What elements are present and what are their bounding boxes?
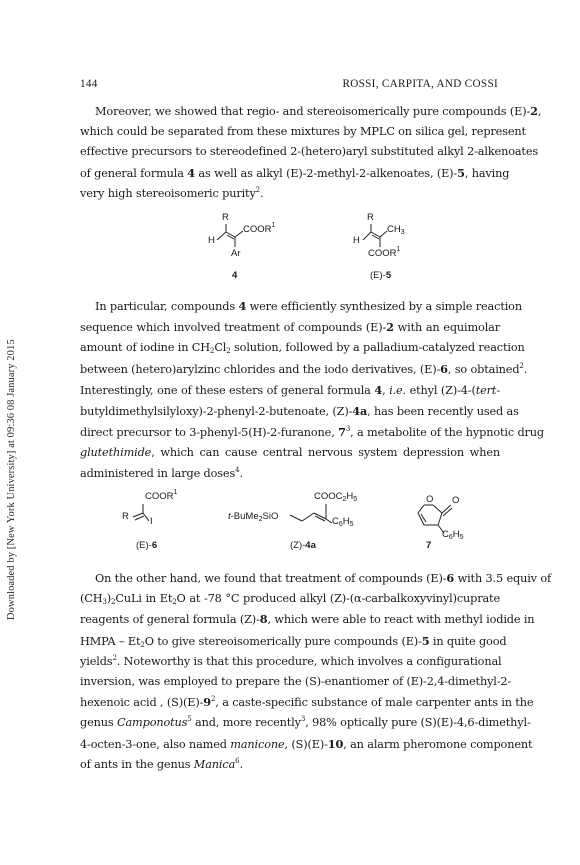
download-notice-text: Downloaded by [New York University] at 09:36 08 January 2015 <box>6 339 17 620</box>
s6-coor: COOR$^1$ <box>145 489 178 502</box>
p3-line: $(CH_3)_2CuLi$ in $Et_2O$ at -78 °C produced alkyl (Z)-(α-carbalkoxyvinyl)cuprate <box>80 592 500 607</box>
p2-line: butyldimethylsilyloxy)-2-phenyl-2-butenoate, (Z)-4a, has been recently used as <box>80 404 519 419</box>
s5-h: H <box>353 235 360 246</box>
p2-line: direct precursor to 3-phenyl-5(H)-2-furanone, $7^3$, a metabolite of the hypnotic drug <box>80 425 544 440</box>
s4-r: R <box>222 212 229 223</box>
s5-caption: (E)-5 <box>370 270 392 281</box>
paragraph-1 <box>80 101 542 204</box>
p2-line: between (hetero)arylzinc chlorides and the iodo derivatives, (E)-6, so obtained$^2$. <box>80 361 528 376</box>
page-number: 144 <box>80 78 98 90</box>
s6-i: I <box>150 516 153 527</box>
s4-caption: 4 <box>232 270 238 281</box>
p3-line: 4-octen-3-one, also named manicone, (S)(E)-10, an alarm pheromone component <box>80 736 533 751</box>
p3-line: yields$^2$. Noteworthy is that this procedure, which involves a configurational <box>80 653 502 668</box>
s7-carbonyl-oxygen: O <box>452 495 460 506</box>
s4-ar: Ar <box>231 248 241 259</box>
p1-line: Moreover, we showed that regio- and stereoisomerically pure compounds (E)-2, <box>95 104 542 118</box>
s4a-caption: (Z)-4a <box>290 540 316 551</box>
structure-7 <box>396 491 486 561</box>
p2-line: sequence which involved treatment of compounds (E)-2 with an equimolar <box>80 320 501 335</box>
s7-ring-oxygen: O <box>426 494 434 505</box>
p3-line: genus Camponotus$^5$ and, more recently$^3$, 98% optically pure (S)(E)-4,6-dimethyl- <box>80 715 531 730</box>
p1-line: of general formula 4 as well as alkyl (E)-2-methyl-2-alkenoates, (E)-5, having <box>80 165 510 180</box>
structure-4 <box>200 210 300 280</box>
s6-r: R <box>122 511 129 522</box>
structure-6 <box>115 491 205 561</box>
p2-line: Interestingly, one of these esters of general formula 4, i.e. ethyl (Z)-4-(tert- <box>80 382 500 397</box>
p1-line: which could be separated from these mixtures by MPLC on silica gel, represent <box>80 125 526 139</box>
p2-line: glutethimide, which can cause central nervous system depression when <box>80 446 500 460</box>
s7-phenyl: $C_6H_5$ <box>442 529 464 541</box>
s4a-cooc2h5: $COOC_2H_5$ <box>314 491 358 503</box>
paragraph-3 <box>80 568 552 775</box>
paragraph-2 <box>80 296 544 484</box>
p3-line: On the other hand, we found that treatment of compounds (E)-6 with 3.5 equiv of <box>95 571 552 585</box>
structure-7-bonds <box>396 491 486 561</box>
p1-line: very high stereoisomeric purity$^2$. <box>80 185 264 200</box>
s5-coor: COOR$^1$ <box>368 246 401 259</box>
p1-line: effective precursors to stereodefined 2-(hetero)aryl substituted alkyl 2-alkenoates <box>80 145 539 159</box>
p3-line: reagents of general formula (Z)-8, which were able to react with methyl iodide in <box>80 612 535 627</box>
structure-5 <box>353 210 456 281</box>
s5-r: R <box>367 212 374 223</box>
s4a-silyloxy: t-BuMe$_2$SiO <box>228 511 279 523</box>
s5-ch3: $CH_3$ <box>387 224 405 236</box>
s6-caption: (E)-6 <box>136 540 158 551</box>
p2-line: amount of iodine in $CH_2Cl_2$ solution, followed by a palladium-catalyzed reaction <box>80 341 525 356</box>
p3-line: of ants in the genus Manica$^6$. <box>80 756 243 771</box>
p3-line: HMPA – $Et_2O$ to give stereoisomerically pure compounds (E)-5 in quite good <box>80 633 507 649</box>
p2-line: In particular, compounds 4 were efficiently synthesized by a simple reaction <box>95 299 522 313</box>
s4-h: H <box>208 235 215 246</box>
structure-4a <box>228 491 378 561</box>
s4-coor: COOR$^1$ <box>243 222 276 235</box>
download-watermark <box>6 230 20 620</box>
s7-caption: 7 <box>426 540 432 551</box>
p3-line: inversion, was employed to prepare the (S)-enantiomer of (E)-2,4-dimethyl-2- <box>80 675 512 689</box>
structure-4-bonds <box>200 210 300 280</box>
p2-line: administered in large doses$^4$. <box>80 465 243 480</box>
running-head: ROSSI, CARPITA, AND COSSI <box>342 78 498 90</box>
s4a-phenyl: $C_6H_5$ <box>332 516 354 528</box>
p3-line: hexenoic acid , $(S)(E)-9^2$, a caste-specific substance of male carpenter ants in the <box>80 695 534 710</box>
